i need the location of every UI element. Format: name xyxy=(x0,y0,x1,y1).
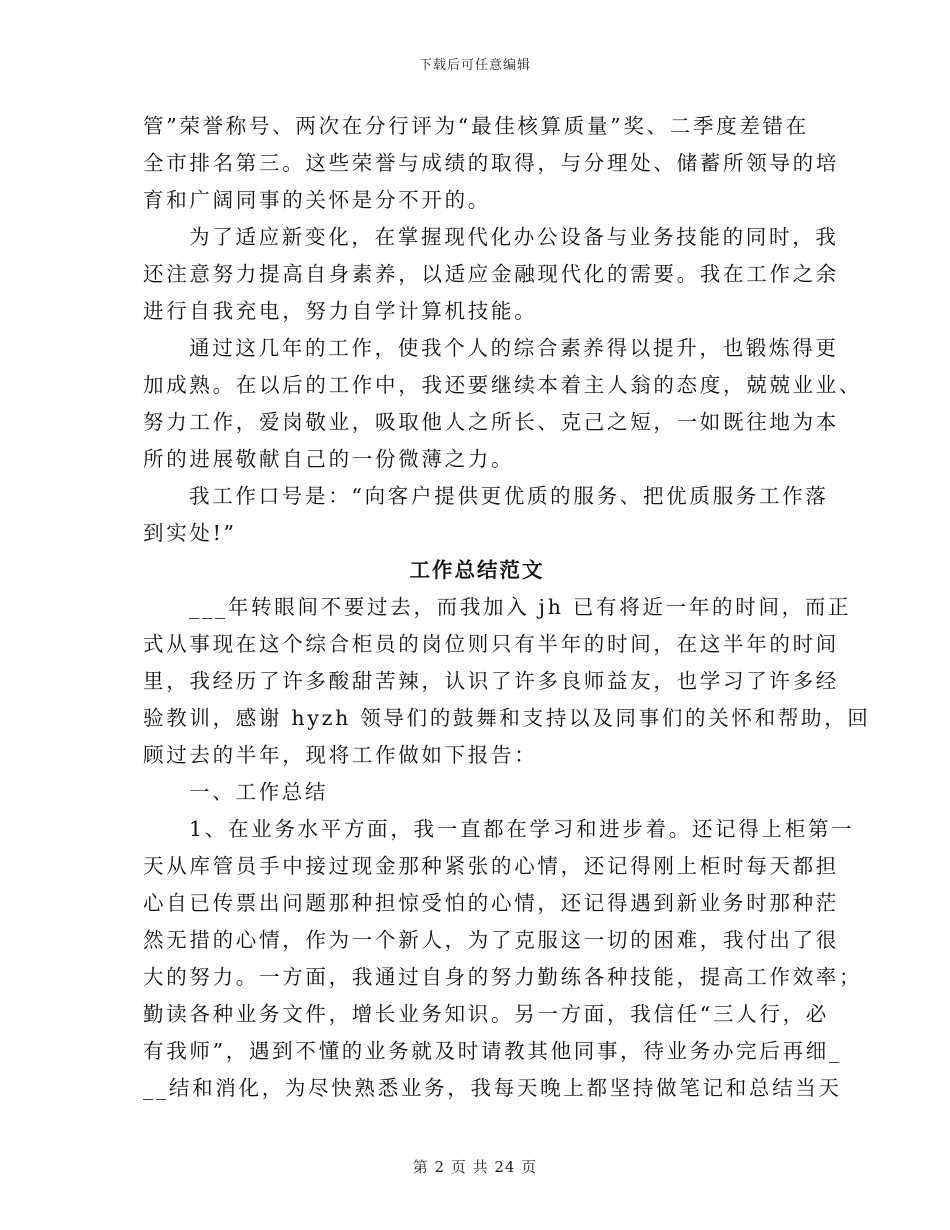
paragraph-line: 努力工作，爱岗敬业，吸取他人之所长、克己之短，一如既往地为本 xyxy=(143,410,839,434)
paragraph-line: 所的进展敬献自己的一份微薄之力。 xyxy=(143,447,515,471)
paragraph-line: 通过这几年的工作，使我个人的综合素养得以提升，也锻炼得更 xyxy=(189,336,839,360)
paragraph-line: 有我师”，遇到不懂的业务就及时请教其他同事，待业务办完后再细_ xyxy=(143,1039,842,1063)
page-header: 下载后可任意编辑 xyxy=(418,58,531,73)
paragraph-line: 大的努力。一方面，我通过自身的努力勤练各种技能，提高工作效率； xyxy=(143,965,863,989)
paragraph-line: 全市排名第三。这些荣誉与成绩的取得，与分理处、储蓄所领导的培 xyxy=(143,151,839,175)
paragraph-line: 式从事现在这个综合柜员的岗位则只有半年的时间，在这半年的时间 xyxy=(143,632,839,656)
paragraph-line: 育和广阔同事的关怀是分不开的。 xyxy=(143,188,491,212)
paragraph-line: 加成熟。在以后的工作中，我还要继续本着主人翁的态度，兢兢业业、 xyxy=(143,373,863,397)
paragraph-line: __结和消化，为尽快熟悉业务，我每天晚上都坚持做笔记和总结当天 xyxy=(143,1076,842,1100)
paragraph-line: 到实处!” xyxy=(143,521,237,545)
paragraph-line: 勤读各种业务文件，增长业务知识。另一方面，我信任“三人行，必 xyxy=(143,1002,829,1026)
paragraph-line: 验教训，感谢 hyzh 领导们的鼓舞和支持以及同事们的关怀和帮助，回 xyxy=(143,706,871,730)
paragraph-line: 顾过去的半年，现将工作做如下报告： xyxy=(143,743,538,767)
paragraph-line: 我工作口号是：“向客户提供更优质的服务、把优质服务工作落 xyxy=(189,484,829,508)
paragraph-line: 还注意努力提高自身素养，以适应金融现代化的需要。我在工作之余 xyxy=(143,262,839,286)
page-footer: 第 2 页 共 24 页 xyxy=(412,1158,538,1176)
section-title: 工作总结范文 xyxy=(409,558,545,582)
document-body xyxy=(143,108,871,1107)
paragraph-line: 进行自我充电，努力自学计算机技能。 xyxy=(143,299,538,323)
paragraph-line: 然无措的心情，作为一个新人，为了克服这一切的困难，我付出了很 xyxy=(143,928,839,952)
paragraph-line: ___年转眼间不要过去，而我加入 jh 已有将近一年的时间，而正 xyxy=(189,595,852,619)
paragraph-line: 心自已传票出问题那种担惊受怕的心情，还记得遇到新业务时那种茫 xyxy=(143,891,839,915)
paragraph-line: 1、在业务水平方面，我一直都在学习和进步着。还记得上柜第一 xyxy=(189,817,855,841)
subsection-heading: 一、工作总结 xyxy=(189,780,329,804)
paragraph-line: 为了适应新变化，在掌握现代化办公设备与业务技能的同时，我 xyxy=(189,225,839,249)
paragraph-line: 天从库管员手中接过现金那种紧张的心情，还记得刚上柜时每天都担 xyxy=(143,854,839,878)
paragraph-line: 管”荣誉称号、两次在分行评为“最佳核算质量”奖、二季度差错在 xyxy=(143,114,809,138)
paragraph-line: 里，我经历了许多酸甜苦辣，认识了许多良师益友，也学习了许多经 xyxy=(143,669,839,693)
